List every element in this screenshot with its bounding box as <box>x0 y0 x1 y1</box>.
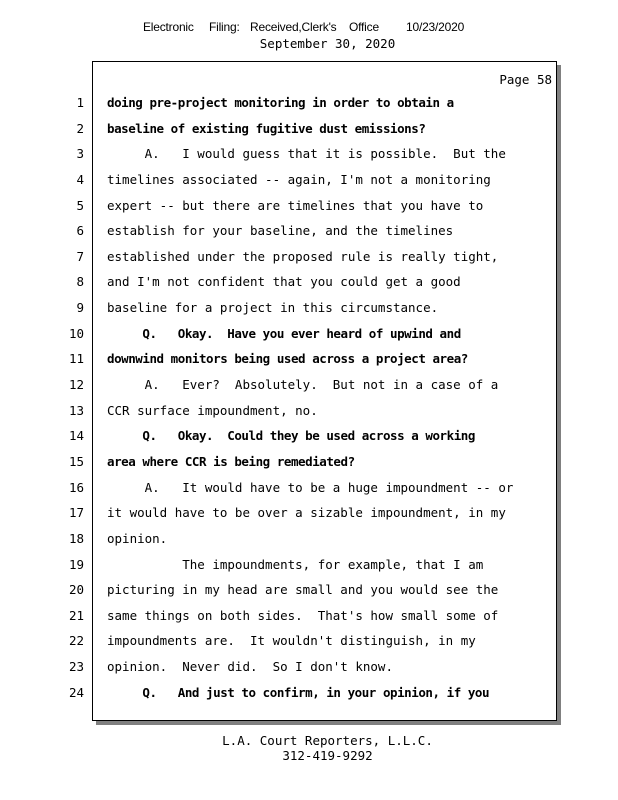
line-number: 13 <box>68 402 84 418</box>
transcript-line: timelines associated -- again, I'm not a monitoring <box>107 171 491 187</box>
filing-label: Filing: <box>209 20 240 34</box>
line-number: 12 <box>68 377 84 393</box>
transcript-line: it would have to be over a sizable impoundment, in my <box>107 505 506 521</box>
transcript-line: establish for your baseline, and the timelines <box>107 223 454 239</box>
reporter-company: L.A. Court Reporters, L.L.C. <box>222 733 433 748</box>
transcript-line: and I'm not confident that you could get a good <box>107 274 461 290</box>
transcript-line: downwind monitors being used across a project area? <box>107 351 468 367</box>
line-number: 14 <box>68 428 84 444</box>
reporter-footer <box>0 733 618 763</box>
page-number: Page 58 <box>499 72 552 87</box>
line-number: 4 <box>76 171 84 187</box>
transcript-line: same things on both sides. That's how small some of <box>107 607 499 623</box>
transcript-line: opinion. Never did. So I don't know. <box>107 659 393 675</box>
filing-date: 10/23/2020 <box>406 20 465 34</box>
line-number: 19 <box>68 556 84 572</box>
transcript-line: A. I would guess that it is possible. But the <box>107 146 506 162</box>
line-numbers <box>60 94 84 709</box>
line-number: 16 <box>68 479 84 495</box>
line-number: 5 <box>76 197 84 213</box>
line-number: 24 <box>68 684 84 700</box>
line-number: 18 <box>68 530 84 546</box>
transcript-line: established under the proposed rule is really tight, <box>107 248 499 264</box>
transcript-line: baseline of existing fugitive dust emissions? <box>107 120 426 136</box>
line-number: 22 <box>68 633 84 649</box>
filing-electronic: Electronic <box>143 20 194 34</box>
transcript-line: Q. Okay. Could they be used across a working <box>107 428 475 444</box>
line-number: 20 <box>68 582 84 598</box>
line-number: 9 <box>76 300 84 316</box>
filing-received: Received,Clerk's <box>250 20 337 34</box>
transcript-line: baseline for a project in this circumstance. <box>107 300 439 316</box>
transcript-line: opinion. <box>107 530 168 546</box>
transcript-line: expert -- but there are timelines that you have to <box>107 197 484 213</box>
transcript-line: doing pre-project monitoring in order to obtain a <box>107 95 454 110</box>
transcript-line: area where CCR is being remediated? <box>107 453 355 469</box>
line-number: 3 <box>76 146 84 162</box>
transcript-line: picturing in my head are small and you would see the <box>107 582 499 598</box>
filing-office: Office <box>349 20 379 34</box>
line-number: 8 <box>76 274 84 290</box>
transcript-line: Q. Okay. Have you ever heard of upwind and <box>107 325 461 341</box>
transcript-line: A. It would have to be a huge impoundment -- or <box>107 479 514 495</box>
line-number: 23 <box>68 659 84 675</box>
line-number: 15 <box>68 453 84 469</box>
line-number: 17 <box>68 505 84 521</box>
line-number: 21 <box>68 607 84 623</box>
line-number: 1 <box>76 95 84 110</box>
line-number: 10 <box>68 325 84 341</box>
transcript-line: CCR surface impoundment, no. <box>107 402 318 418</box>
line-number: 6 <box>76 223 84 239</box>
reporter-phone: 312-419-9292 <box>282 748 373 763</box>
transcript-line: impoundments are. It wouldn't distinguish, in my <box>107 633 476 649</box>
line-number: 2 <box>76 120 84 136</box>
transcript-line: A. Ever? Absolutely. But not in a case of a <box>107 377 499 393</box>
transcript-line: The impoundments, for example, that I am <box>107 556 484 572</box>
line-number: 11 <box>68 351 84 367</box>
line-number: 7 <box>76 248 84 264</box>
deposition-date: September 30, 2020 <box>259 36 396 51</box>
filing-stamp <box>143 20 464 34</box>
transcript-line: Q. And just to confirm, in your opinion, if you <box>107 684 490 700</box>
transcript-text <box>107 94 547 709</box>
